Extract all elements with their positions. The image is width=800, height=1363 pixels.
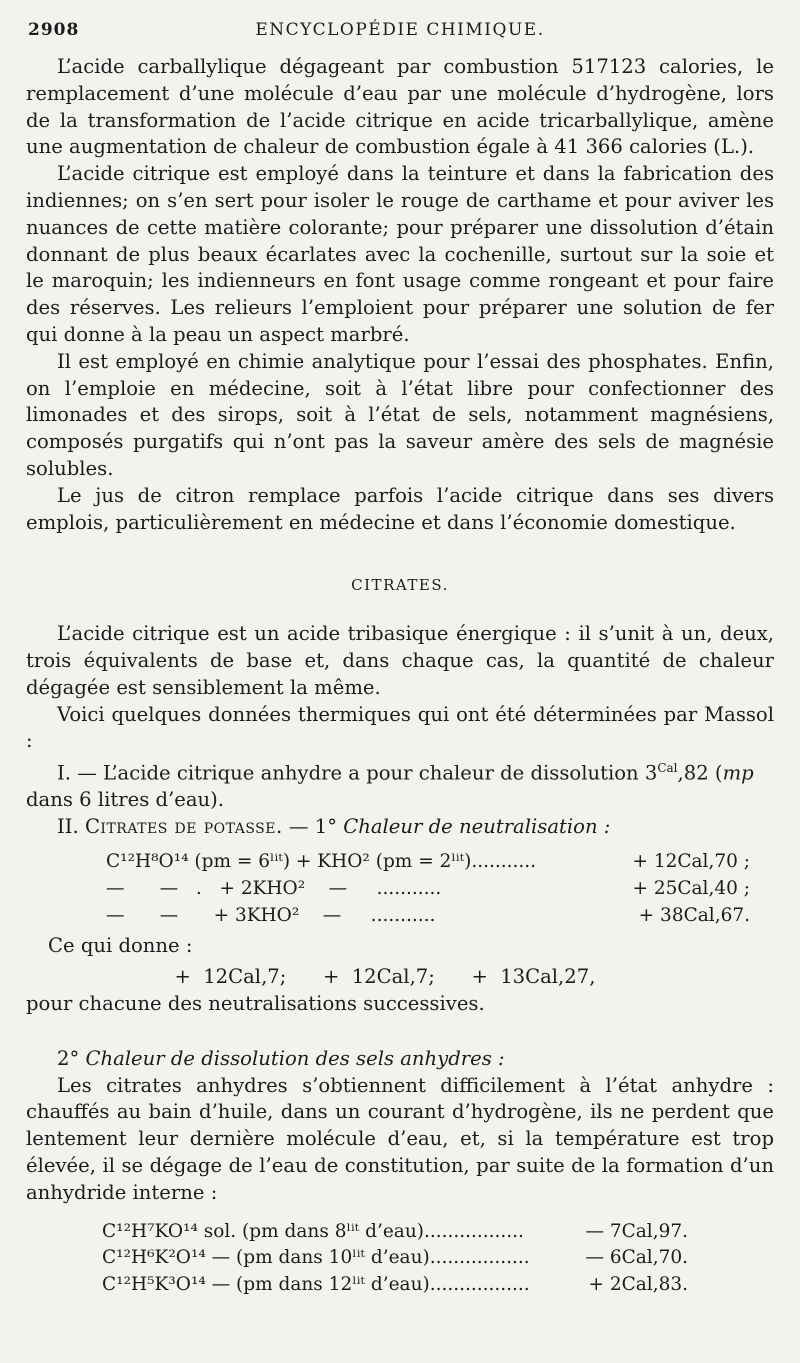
equation-left: C¹²H⁶K²O¹⁴ — (pm dans 10ˡⁱᵗ d’eau).................: [102, 1247, 530, 1269]
equation-right: + 12Cal,70 ;: [632, 851, 750, 873]
dissolution-equations: [26, 1219, 774, 1299]
neutralisation-equations: [26, 849, 774, 929]
equation-left: — — . + 2KHO² — ...........: [106, 877, 442, 899]
item-sels-anhydres: [26, 1046, 774, 1073]
equation-right: + 25Cal,40 ;: [632, 877, 750, 899]
neutralisation-table: [106, 849, 750, 929]
equation-left: C¹²H⁸O¹⁴ (pm = 6ˡⁱᵗ) + KHO² (pm = 2ˡⁱᵗ)...........: [106, 851, 537, 873]
paragraph-chimie-analytique: Il est employé en chimie analytique pour l’essai des phosphates. Enfin, on l’emploie en médecine, soit à l’état libre pour confectionner des limonades et des sirops, soit à l’état de sels, notamment magnésiens, composés purgatifs qui n’ont pas la saveur amère des sels de magnésie solubles.: [26, 349, 774, 480]
equation-right: — 7Cal,97.: [585, 1220, 688, 1242]
successive-values: + 12Cal,7; + 12Cal,7; + 13Cal,27,: [174, 965, 596, 989]
item1-pm: mp: [722, 761, 754, 785]
equation-right: — 6Cal,70.: [585, 1247, 688, 1269]
ce-qui-donne: Ce qui donne :: [48, 934, 193, 958]
item2-subheading: Chaleur de neutralisation :: [343, 815, 611, 839]
equation-left: — — + 3KHO² — ...........: [106, 904, 436, 926]
paragraph-combustion: L’acide carballylique dégageant par combustion 517123 calories, le remplacement d’une molécule d’eau par une molécule d’hydrogène, lors de la transformation de l’acide citrique en acide tricarballylique, amène une augmentation de chaleur de combustion égale à 41 366 calories (L.).: [26, 55, 774, 159]
equation-left: C¹²H⁵K³O¹⁴ — (pm dans 12ˡⁱᵗ d’eau).................: [102, 1274, 530, 1296]
equation-row: [106, 849, 750, 876]
equation-row: [102, 1245, 688, 1272]
equation-row: [102, 1219, 688, 1246]
paragraph-massol: Voici quelques données thermiques qui ont été déterminées par Massol :: [26, 702, 774, 753]
text-body: [26, 54, 774, 1299]
paragraph-citrates-anhydres: Les citrates anhydres s’obtiennent difficilement à l’état anhydre : chauffés au bain d’huile, dans un courant d’hydrogène, ils ne perdent que lentement leur dernière molécule d’eau, et, si la température est trop élevée, il se dégage de l’eau de constitution, par suite de la formation d’un anhydride interne :: [26, 1073, 774, 1204]
running-title: ENCYCLOPÉDIE CHIMIQUE.: [255, 20, 545, 40]
dissolution-table: [102, 1219, 688, 1299]
paragraph-tribasique: L’acide citrique est un acide tribasique énergique : il s’unit à un, deux, trois équivalents de base et, dans chaque cas, la quantité de chaleur dégagée est sensiblement la même.: [26, 622, 774, 699]
equation-row: [106, 903, 750, 930]
item3-number: 2°: [57, 1046, 86, 1070]
item1-value: ,82 (: [677, 761, 723, 785]
item1-prefix: I. — L’acide citrique anhydre a pour chaleur de dissolution 3: [57, 761, 658, 785]
item3-heading: Chaleur de dissolution des sels anhydres :: [85, 1046, 505, 1070]
item2-numeral: II.: [57, 815, 85, 839]
item2-dash: — 1°: [282, 815, 344, 839]
equation-left: C¹²H⁷KO¹⁴ sol. (pm dans 8ˡⁱᵗ d’eau).................: [102, 1220, 524, 1242]
equation-right: + 38Cal,67.: [638, 904, 750, 926]
pour-chacune: pour chacune des neutralisations successives.: [26, 992, 485, 1016]
page-number: 2908: [28, 20, 80, 40]
item1-suffix: dans 6 litres d’eau).: [26, 788, 225, 812]
item-acide-anhydre: [26, 755, 774, 814]
paragraph-teinture: L’acide citrique est employé dans la teinture et dans la fabrication des indiennes; on s’en sert pour isoler le rouge de carthame et pour aviver les nuances de cette matière colorante; pour préparer une dissolution d’étain donnant de plus beaux écarlates avec la cochenille, surtout sur la soie et le maroquin; les indienneurs en font usage comme rongeant et pour faire des réserves. Les relieurs l’emploient pour préparer une solution de fer qui donne à la peau un aspect marbré.: [26, 162, 774, 346]
section-title: CITRATES.: [351, 576, 449, 595]
running-header: [26, 20, 774, 44]
equation-right: + 2Cal,83.: [588, 1274, 688, 1296]
item2-heading: Citrates de potasse.: [84, 815, 283, 839]
paragraph-jus-de-citron: Le jus de citron remplace parfois l’acide citrique dans ses divers emplois, particulièrement en médecine et dans l’économie domestique.: [26, 483, 774, 534]
equation-row: [102, 1272, 688, 1299]
item1-unit: Cal: [657, 761, 678, 776]
equation-row: [106, 876, 750, 903]
item-citrates-potasse: [26, 814, 774, 841]
